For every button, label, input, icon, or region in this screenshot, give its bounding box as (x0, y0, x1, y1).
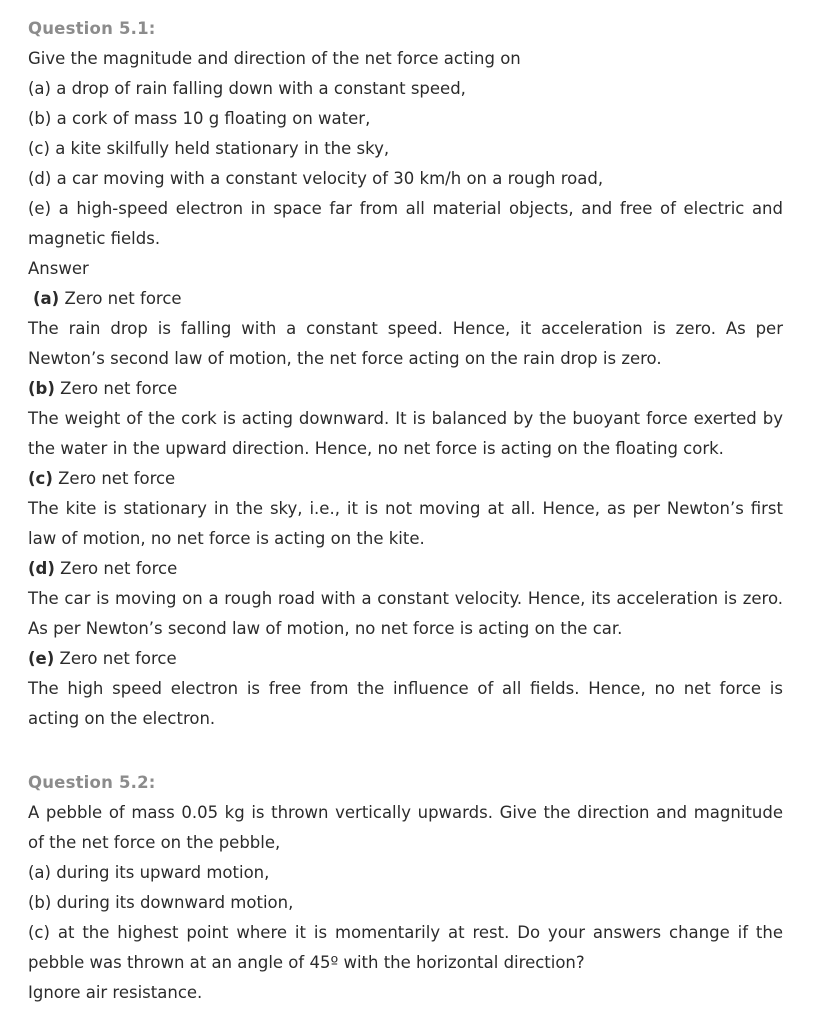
question-item-5-2-b: (b) during its downward motion, (28, 893, 294, 912)
answer-tag-b: (b) (28, 379, 55, 398)
section-spacer (28, 734, 783, 768)
answer-explanation-c: The kite is stationary in the sky, i.e., it is not moving at all. Hence, as per Newton’s first law of motion, no net force is acting on the kite. (28, 499, 783, 548)
question-item-5-1-c: (c) a kite skilfully held stationary in the sky, (28, 139, 390, 158)
answer-text-c: Zero net force (58, 469, 176, 488)
answer-text-e: Zero net force (59, 649, 177, 668)
question-item-5-2-a: (a) during its upward motion, (28, 863, 270, 882)
answer-label: Answer (28, 259, 89, 278)
answer-item-e-label (28, 644, 783, 674)
question-item-5-2-c: (c) at the highest point where it is momentarily at rest. Do your answers change if the pebble was thrown at an angle of 45º with the horizontal direction? (28, 923, 783, 972)
answer-item-b-label (28, 374, 783, 404)
answer-tag-e: (e) (28, 649, 55, 668)
answer-tag-d: (d) (28, 559, 55, 578)
question-section-5-1 (28, 14, 783, 734)
answer-text-b: Zero net force (60, 379, 178, 398)
question-item-5-1-a: (a) a drop of rain falling down with a constant speed, (28, 79, 466, 98)
answer-text-a: Zero net force (64, 289, 182, 308)
answer-item-c-label (28, 464, 783, 494)
question-item-5-1-d: (d) a car moving with a constant velocity of 30 km/h on a rough road, (28, 169, 604, 188)
question-heading-5-1: Question 5.1: (28, 19, 156, 38)
answer-explanation-d: The car is moving on a rough road with a constant velocity. Hence, its acceleration is zero. As per Newton’s second law of motion, no net force is acting on the car. (28, 589, 783, 638)
answer-tag-c: (c) (28, 469, 53, 488)
answer-explanation-e: The high speed electron is free from the influence of all fields. Hence, no net force is acting on the electron. (28, 679, 783, 728)
answer-explanation-a: The rain drop is falling with a constant speed. Hence, it acceleration is zero. As per Newton’s second law of motion, the net force acting on the rain drop is zero. (28, 319, 783, 368)
answer-text-d: Zero net force (60, 559, 178, 578)
question-prompt-5-1: Give the magnitude and direction of the net force acting on (28, 49, 521, 68)
answer-item-d-label (28, 554, 783, 584)
question-item-5-1-b: (b) a cork of mass 10 g floating on water, (28, 109, 371, 128)
answer-tag-a: (a) (33, 289, 60, 308)
answer-explanation-b: The weight of the cork is acting downward. It is balanced by the buoyant force exerted by the water in the upward direction. Hence, no net force is acting on the floating cork. (28, 409, 783, 458)
question-closing-5-2: Ignore air resistance. (28, 983, 203, 1002)
answer-item-a-label (28, 284, 783, 314)
question-heading-5-2: Question 5.2: (28, 773, 156, 792)
question-prompt-5-2: A pebble of mass 0.05 kg is thrown vertically upwards. Give the direction and magnitude of the net force on the pebble, (28, 803, 783, 852)
question-item-5-1-e: (e) a high-speed electron in space far from all material objects, and free of electric and magnetic fields. (28, 199, 783, 248)
question-section-5-2 (28, 768, 783, 1008)
